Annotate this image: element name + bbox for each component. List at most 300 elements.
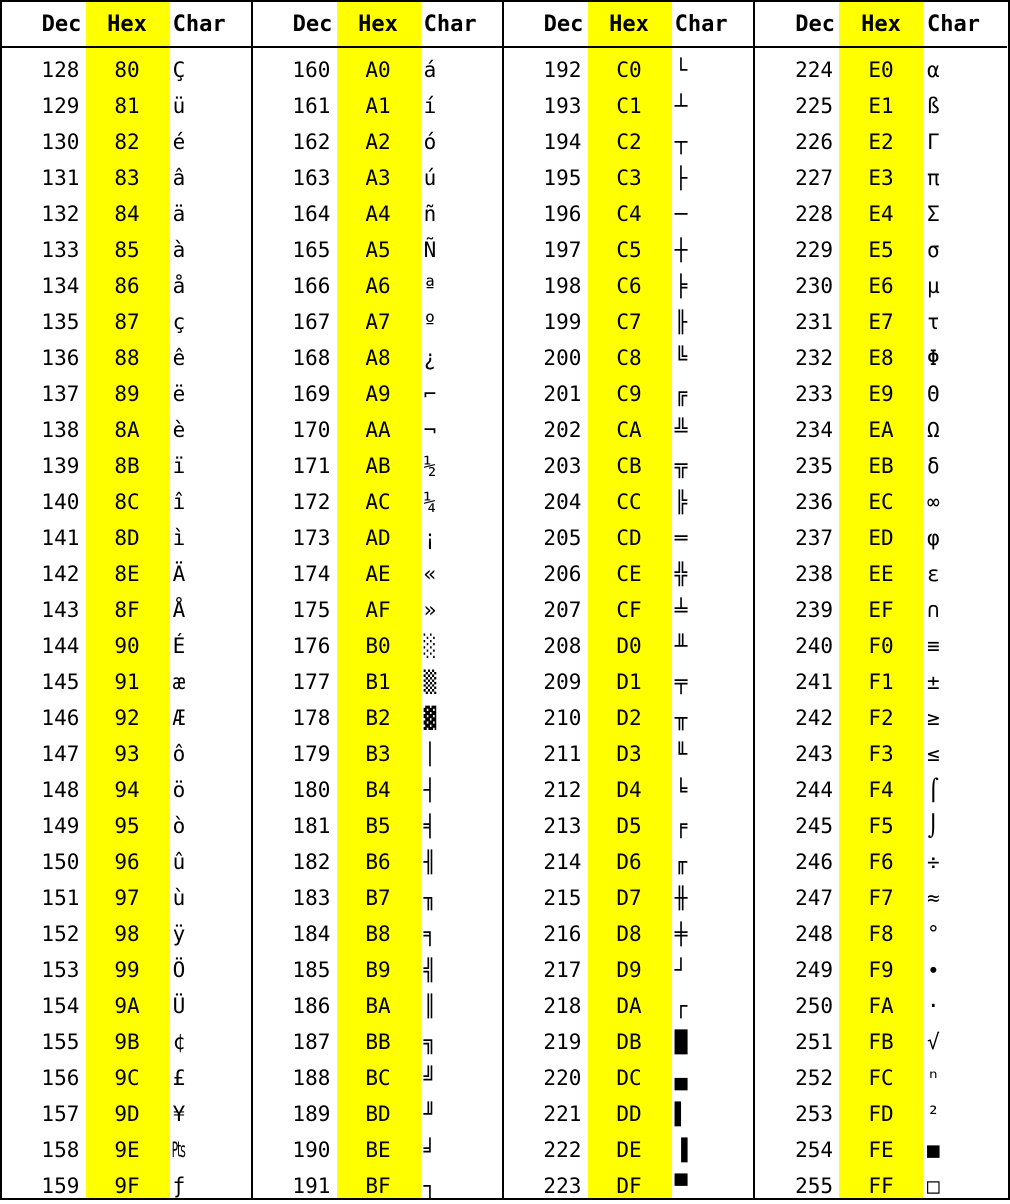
dec-cell: 161 <box>292 94 331 118</box>
char-cell: ú <box>423 166 437 190</box>
table-row <box>755 844 1007 880</box>
dec-cell: 252 <box>795 1066 833 1090</box>
table-row <box>504 700 753 736</box>
table-row <box>2 484 251 520</box>
dec-cell: 248 <box>795 922 833 946</box>
hex-header: Hex <box>609 11 649 37</box>
char-cell: ° <box>927 922 940 946</box>
hex-cell: 8C <box>114 490 140 514</box>
hex-cell: C5 <box>616 238 642 262</box>
table-row <box>504 268 753 304</box>
hex-cell: A1 <box>365 94 391 118</box>
dec-cell: 235 <box>795 454 833 478</box>
char-cell: æ <box>172 670 186 694</box>
char-header: Char <box>172 11 226 37</box>
table-row <box>504 772 753 808</box>
table-row <box>755 556 1007 592</box>
hex-cell: 9B <box>114 1030 140 1054</box>
dec-cell: 229 <box>795 238 833 262</box>
hex-cell: B1 <box>365 670 391 694</box>
char-cell: ╒ <box>674 814 688 838</box>
dec-header: Dec <box>292 11 333 37</box>
char-cell: ₧ <box>172 1138 186 1162</box>
hex-header: Hex <box>107 11 147 37</box>
table-row <box>755 592 1007 628</box>
dec-cell: 205 <box>543 526 582 550</box>
table-row <box>504 1096 753 1132</box>
dec-cell: 200 <box>543 346 582 370</box>
table-row <box>504 124 753 160</box>
dec-cell: 132 <box>41 202 80 226</box>
rows-container <box>504 48 753 1204</box>
table-block <box>253 2 504 1198</box>
table-row <box>755 988 1007 1024</box>
hex-cell: AC <box>365 490 391 514</box>
dec-cell: 231 <box>795 310 833 334</box>
char-cell: ╤ <box>674 670 688 694</box>
dec-cell: 140 <box>41 490 80 514</box>
table-row <box>504 160 753 196</box>
hex-cell: A2 <box>365 130 391 154</box>
hex-cell: 87 <box>114 310 140 334</box>
hex-cell: C2 <box>616 130 642 154</box>
dec-cell: 171 <box>292 454 331 478</box>
hex-cell: A5 <box>365 238 391 262</box>
table-row <box>504 736 753 772</box>
hex-cell: FA <box>868 994 894 1018</box>
hex-cell: BA <box>365 994 391 1018</box>
char-cell: ∞ <box>927 490 940 514</box>
dec-cell: 153 <box>41 958 80 982</box>
hex-cell: CA <box>616 418 642 442</box>
char-cell: ª <box>423 274 437 298</box>
dec-cell: 223 <box>543 1174 582 1198</box>
dec-cell: 199 <box>543 310 582 334</box>
dec-cell: 137 <box>41 382 80 406</box>
dec-cell: 135 <box>41 310 80 334</box>
char-cell: ⌠ <box>927 778 940 802</box>
table-row <box>2 808 251 844</box>
dec-cell: 207 <box>543 598 582 622</box>
hex-cell: 97 <box>114 886 140 910</box>
char-cell: ε <box>927 562 940 586</box>
dec-cell: 181 <box>292 814 331 838</box>
hex-cell: F5 <box>868 814 894 838</box>
dec-cell: 149 <box>41 814 80 838</box>
dec-cell: 143 <box>41 598 80 622</box>
hex-cell: B0 <box>365 634 391 658</box>
table-row <box>755 304 1007 340</box>
dec-cell: 147 <box>41 742 80 766</box>
char-cell: ╪ <box>674 922 688 946</box>
dec-cell: 141 <box>41 526 80 550</box>
header-row <box>253 2 502 48</box>
dec-cell: 247 <box>795 886 833 910</box>
table-block <box>755 2 1007 1198</box>
table-row <box>2 1060 251 1096</box>
dec-cell: 170 <box>292 418 331 442</box>
dec-cell: 156 <box>41 1066 80 1090</box>
dec-cell: 188 <box>292 1066 331 1090</box>
dec-cell: 169 <box>292 382 331 406</box>
table-row <box>253 772 502 808</box>
dec-cell: 233 <box>795 382 833 406</box>
table-row <box>2 232 251 268</box>
hex-cell: 96 <box>114 850 140 874</box>
dec-cell: 177 <box>292 670 331 694</box>
dec-cell: 166 <box>292 274 331 298</box>
hex-cell: 88 <box>114 346 140 370</box>
dec-cell: 236 <box>795 490 833 514</box>
hex-cell: 9E <box>114 1138 140 1162</box>
table-row <box>504 556 753 592</box>
table-row <box>755 340 1007 376</box>
dec-cell: 148 <box>41 778 80 802</box>
char-cell: └ <box>674 58 688 82</box>
char-cell: ■ <box>927 1138 940 1162</box>
char-cell: ≥ <box>927 706 940 730</box>
table-row <box>504 1168 753 1204</box>
hex-cell: A3 <box>365 166 391 190</box>
dec-cell: 167 <box>292 310 331 334</box>
char-cell: Ä <box>172 562 186 586</box>
table-row <box>755 1132 1007 1168</box>
hex-cell: BC <box>365 1066 391 1090</box>
table-row <box>504 88 753 124</box>
hex-cell: 93 <box>114 742 140 766</box>
dec-cell: 213 <box>543 814 582 838</box>
char-cell: · <box>927 994 940 1018</box>
table-row <box>504 916 753 952</box>
char-cell: ╦ <box>674 454 688 478</box>
hex-cell: AD <box>365 526 391 550</box>
rows-container <box>2 48 251 1204</box>
hex-header: Hex <box>358 11 398 37</box>
header-row <box>2 2 251 48</box>
dec-cell: 239 <box>795 598 833 622</box>
hex-cell: 95 <box>114 814 140 838</box>
dec-cell: 208 <box>543 634 582 658</box>
char-cell: ╠ <box>674 490 688 514</box>
char-cell: ╞ <box>674 274 688 298</box>
table-row <box>504 196 753 232</box>
hex-cell: A4 <box>365 202 391 226</box>
hex-cell: FE <box>868 1138 894 1162</box>
dec-cell: 129 <box>41 94 80 118</box>
hex-cell: 89 <box>114 382 140 406</box>
table-row <box>2 376 251 412</box>
dec-cell: 187 <box>292 1030 331 1054</box>
table-row <box>755 1060 1007 1096</box>
hex-cell: 83 <box>114 166 140 190</box>
hex-cell: CB <box>616 454 642 478</box>
dec-cell: 190 <box>292 1138 331 1162</box>
char-cell: é <box>172 130 186 154</box>
hex-cell: A6 <box>365 274 391 298</box>
dec-cell: 136 <box>41 346 80 370</box>
table-row <box>755 448 1007 484</box>
table-row <box>504 520 753 556</box>
table-row <box>755 808 1007 844</box>
hex-cell: D0 <box>616 634 642 658</box>
hex-cell: F1 <box>868 670 894 694</box>
dec-cell: 157 <box>41 1102 80 1126</box>
hex-cell: 8A <box>114 418 140 442</box>
dec-cell: 146 <box>41 706 80 730</box>
hex-cell: E7 <box>868 310 894 334</box>
hex-cell: E2 <box>868 130 894 154</box>
char-cell: Å <box>172 598 186 622</box>
hex-cell: F4 <box>868 778 894 802</box>
table-row <box>253 340 502 376</box>
dec-cell: 232 <box>795 346 833 370</box>
char-cell: û <box>172 850 186 874</box>
hex-cell: D2 <box>616 706 642 730</box>
char-cell: Σ <box>927 202 940 226</box>
char-cell: Ω <box>927 418 940 442</box>
table-row <box>504 340 753 376</box>
table-row <box>504 592 753 628</box>
dec-cell: 240 <box>795 634 833 658</box>
char-cell: σ <box>927 238 940 262</box>
table-row <box>755 772 1007 808</box>
hex-cell: E9 <box>868 382 894 406</box>
table-row <box>253 880 502 916</box>
dec-cell: 182 <box>292 850 331 874</box>
dec-cell: 180 <box>292 778 331 802</box>
char-cell: » <box>423 598 437 622</box>
char-cell: Æ <box>172 706 186 730</box>
table-row <box>253 1060 502 1096</box>
table-row <box>253 1132 502 1168</box>
table-row <box>755 1168 1007 1204</box>
hex-cell: A8 <box>365 346 391 370</box>
hex-cell: 8D <box>114 526 140 550</box>
table-row <box>253 664 502 700</box>
char-cell: £ <box>172 1066 186 1090</box>
char-cell: ô <box>172 742 186 766</box>
hex-cell: E4 <box>868 202 894 226</box>
table-row <box>2 592 251 628</box>
hex-cell: FC <box>868 1066 894 1090</box>
dec-cell: 228 <box>795 202 833 226</box>
table-row <box>2 736 251 772</box>
hex-cell: F8 <box>868 922 894 946</box>
table-row <box>253 556 502 592</box>
hex-cell: ED <box>868 526 894 550</box>
hex-cell: EE <box>868 562 894 586</box>
char-cell: ▀ <box>674 1174 688 1198</box>
dec-cell: 160 <box>292 58 331 82</box>
hex-cell: 9F <box>114 1174 140 1198</box>
char-cell: è <box>172 418 186 442</box>
table-row <box>253 520 502 556</box>
table-row <box>253 916 502 952</box>
table-row <box>253 844 502 880</box>
table-row <box>504 988 753 1024</box>
char-cell: █ <box>674 1030 688 1054</box>
hex-cell: E1 <box>868 94 894 118</box>
hex-cell: D4 <box>616 778 642 802</box>
char-cell: ╡ <box>423 814 437 838</box>
char-cell: ∩ <box>927 598 940 622</box>
hex-cell: A0 <box>365 58 391 82</box>
table-row <box>253 196 502 232</box>
dec-cell: 217 <box>543 958 582 982</box>
hex-cell: 94 <box>114 778 140 802</box>
table-row <box>504 484 753 520</box>
dec-cell: 238 <box>795 562 833 586</box>
dec-cell: 165 <box>292 238 331 262</box>
dec-cell: 251 <box>795 1030 833 1054</box>
hex-cell: D6 <box>616 850 642 874</box>
table-row <box>253 700 502 736</box>
hex-cell: C1 <box>616 94 642 118</box>
hex-cell: D7 <box>616 886 642 910</box>
table-row <box>2 196 251 232</box>
char-cell: ¡ <box>423 526 437 550</box>
table-row <box>2 1096 251 1132</box>
hex-cell: 8F <box>114 598 140 622</box>
char-cell: │ <box>423 742 437 766</box>
dec-cell: 246 <box>795 850 833 874</box>
char-cell: ╛ <box>423 1138 437 1162</box>
hex-cell: C9 <box>616 382 642 406</box>
char-cell: ¥ <box>172 1102 186 1126</box>
dec-cell: 174 <box>292 562 331 586</box>
table-row <box>755 664 1007 700</box>
char-cell: ó <box>423 130 437 154</box>
char-cell: ≡ <box>927 634 940 658</box>
char-cell: ▐ <box>674 1138 688 1162</box>
char-cell: ╗ <box>423 1030 437 1054</box>
dec-cell: 142 <box>41 562 80 586</box>
char-cell: â <box>172 166 186 190</box>
char-cell: ▄ <box>674 1066 688 1090</box>
hex-cell: DE <box>616 1138 642 1162</box>
hex-cell: 84 <box>114 202 140 226</box>
hex-cell: BE <box>365 1138 391 1162</box>
char-cell: ╧ <box>674 598 688 622</box>
dec-cell: 178 <box>292 706 331 730</box>
table-row <box>253 304 502 340</box>
table-row <box>253 448 502 484</box>
hex-cell: FD <box>868 1102 894 1126</box>
char-cell: ÷ <box>927 850 940 874</box>
char-cell: ¬ <box>423 418 437 442</box>
hex-cell: AB <box>365 454 391 478</box>
hex-cell: D1 <box>616 670 642 694</box>
dec-cell: 225 <box>795 94 833 118</box>
hex-cell: B5 <box>365 814 391 838</box>
dec-cell: 227 <box>795 166 833 190</box>
table-row <box>755 1024 1007 1060</box>
table-row <box>504 1024 753 1060</box>
char-cell: ┘ <box>674 958 688 982</box>
char-cell: ¼ <box>423 490 437 514</box>
dec-cell: 253 <box>795 1102 833 1126</box>
table-row <box>253 124 502 160</box>
table-row <box>253 484 502 520</box>
dec-cell: 193 <box>543 94 582 118</box>
dec-cell: 195 <box>543 166 582 190</box>
char-cell: µ <box>927 274 940 298</box>
char-cell: ┴ <box>674 94 688 118</box>
dec-cell: 138 <box>41 418 80 442</box>
hex-cell: D8 <box>616 922 642 946</box>
table-row <box>504 628 753 664</box>
char-cell: ï <box>172 454 186 478</box>
hex-cell: 9D <box>114 1102 140 1126</box>
table-row <box>2 340 251 376</box>
char-cell: π <box>927 166 940 190</box>
dec-cell: 215 <box>543 886 582 910</box>
char-cell: ò <box>172 814 186 838</box>
table-row <box>755 736 1007 772</box>
dec-cell: 244 <box>795 778 833 802</box>
char-cell: ┼ <box>674 238 688 262</box>
hex-cell: DA <box>616 994 642 1018</box>
char-cell: º <box>423 310 437 334</box>
rows-container <box>755 48 1007 1204</box>
hex-cell: E0 <box>868 58 894 82</box>
table-row <box>2 124 251 160</box>
table-row <box>253 232 502 268</box>
char-cell: ╓ <box>674 850 688 874</box>
dec-cell: 211 <box>543 742 582 766</box>
dec-cell: 204 <box>543 490 582 514</box>
hex-cell: D5 <box>616 814 642 838</box>
hex-cell: B8 <box>365 922 391 946</box>
hex-cell: D9 <box>616 958 642 982</box>
header-row <box>755 2 1007 48</box>
dec-cell: 230 <box>795 274 833 298</box>
hex-cell: C6 <box>616 274 642 298</box>
char-cell: Φ <box>927 346 940 370</box>
char-cell: î <box>172 490 186 514</box>
hex-cell: CF <box>616 598 642 622</box>
char-cell: ╟ <box>674 310 688 334</box>
table-row <box>2 772 251 808</box>
char-cell: ç <box>172 310 186 334</box>
hex-cell: F2 <box>868 706 894 730</box>
dec-cell: 214 <box>543 850 582 874</box>
table-row <box>2 268 251 304</box>
table-row <box>253 736 502 772</box>
table-row <box>253 988 502 1024</box>
hex-cell: E3 <box>868 166 894 190</box>
dec-cell: 210 <box>543 706 582 730</box>
hex-cell: 85 <box>114 238 140 262</box>
char-cell: ≈ <box>927 886 940 910</box>
hex-cell: AF <box>365 598 391 622</box>
char-cell: ▌ <box>674 1102 688 1126</box>
char-cell: δ <box>927 454 940 478</box>
rows-container <box>253 48 502 1204</box>
char-cell: ╝ <box>423 1066 437 1090</box>
table-row <box>253 160 502 196</box>
table-row <box>253 52 502 88</box>
table-row <box>2 700 251 736</box>
dec-cell: 133 <box>41 238 80 262</box>
table-row <box>253 628 502 664</box>
table-row <box>253 952 502 988</box>
hex-cell: F3 <box>868 742 894 766</box>
table-row <box>2 844 251 880</box>
dec-cell: 218 <box>543 994 582 1018</box>
dec-cell: 224 <box>795 58 833 82</box>
hex-cell: FF <box>868 1174 894 1198</box>
